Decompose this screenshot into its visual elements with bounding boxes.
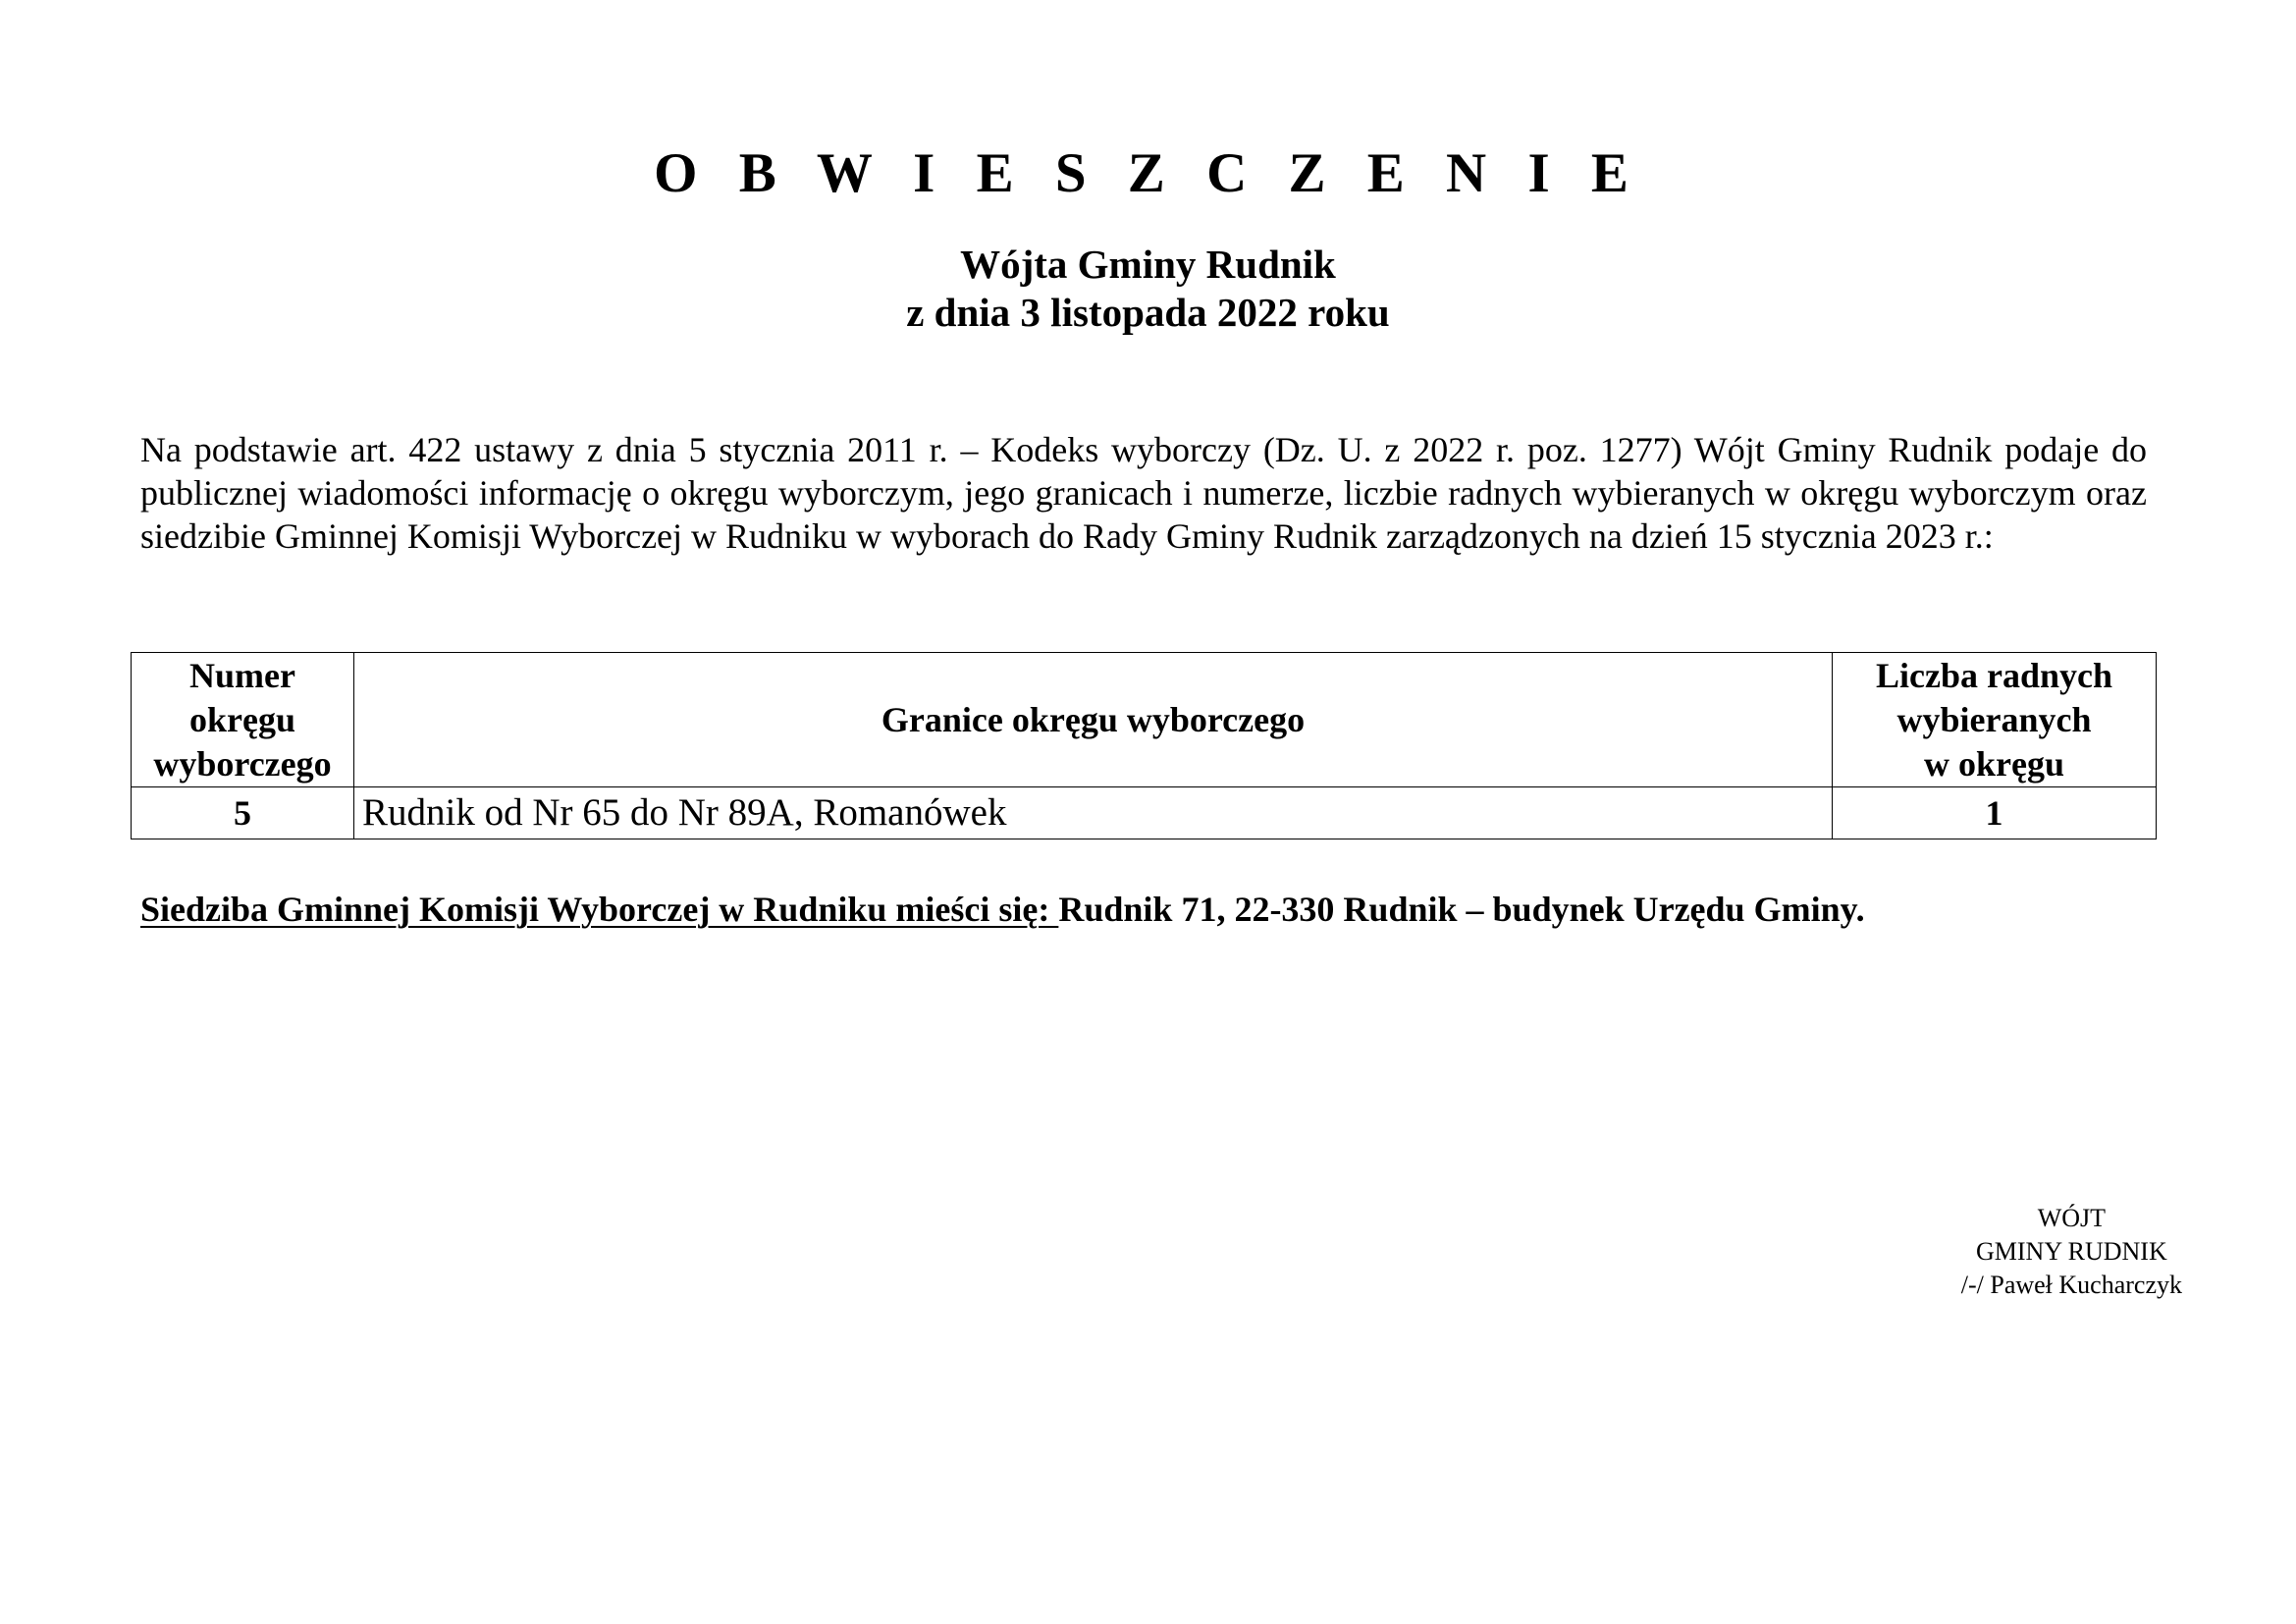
header-councillor-count — [1833, 653, 2157, 787]
intro-paragraph: Na podstawie art. 422 ustawy z dnia 5 stycznia 2011 r. – Kodeks wyborczy (Dz. U. z 2022 r. poz. 1277) Wójt Gminy Rudnik podaje do publicznej wiadomości informację o okręgu wyborczym, jego granicach i numerze, liczbie radnych wybieranych w okręgu wyborczym oraz siedzibie Gminnej Komisji Wyborczej w Rudniku w wyborach do Rady Gminy Rudnik zarządzonych na dzień 15 stycznia 2023 r.: — [140, 430, 2147, 556]
signature-name: /-/ Paweł Kucharczyk — [1960, 1271, 2182, 1299]
councillor-count-cell: 1 — [1833, 787, 2157, 839]
header-councillor-count-line: Liczba radnych — [1875, 655, 2112, 695]
signature-office: GMINY RUDNIK — [1976, 1237, 2167, 1266]
header-district-number-line: wyborczego — [153, 743, 332, 784]
signature-block — [1961, 1202, 2182, 1302]
district-table-header-row — [132, 653, 2157, 787]
header-district-number-line: Numer — [189, 655, 295, 695]
commission-seat-label: Siedziba Gminnej Komisji Wyborczej w Rudniku mieści się: — [140, 890, 1059, 929]
commission-seat-address: Rudnik 71, 22-330 Rudnik – budynek Urzędu Gminy. — [1058, 890, 1865, 929]
document-subtitle-date: z dnia 3 listopada 2022 roku — [906, 290, 1390, 335]
header-district-bounds: Granice okręgu wyborczego — [354, 653, 1833, 787]
district-bounds-cell: Rudnik od Nr 65 do Nr 89A, Romanówek — [354, 787, 1833, 839]
document-title: O B W I E S Z C Z E N I E — [654, 142, 1642, 204]
commission-seat-statement — [140, 888, 1865, 931]
header-district-number — [132, 653, 354, 787]
header-district-number-line: okręgu — [189, 699, 295, 739]
header-councillor-count-line: w okręgu — [1924, 743, 2064, 784]
district-table — [131, 652, 2157, 839]
header-councillor-count-line: wybieranych — [1896, 699, 2092, 739]
signature-role: WÓJT — [2037, 1204, 2107, 1232]
document-subtitle-issuer: Wójta Gminy Rudnik — [960, 242, 1336, 287]
district-number-cell: 5 — [132, 787, 354, 839]
table-row — [132, 787, 2157, 839]
